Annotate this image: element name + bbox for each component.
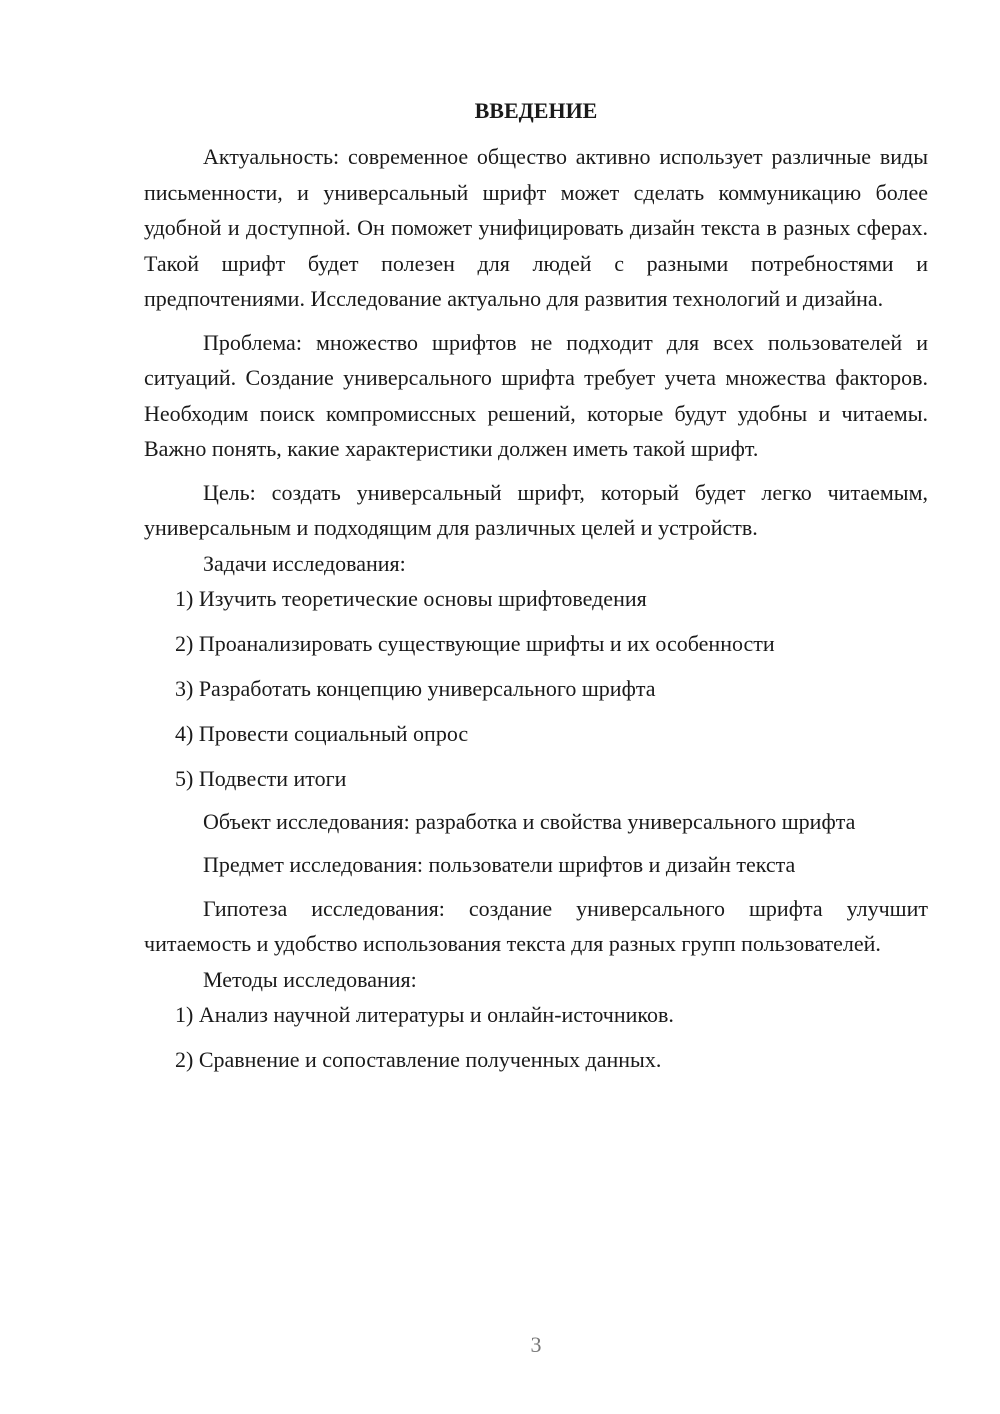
list-item: 2) Проанализировать существующие шрифты и их особенности xyxy=(175,630,775,656)
list-item: 2) Сравнение и сопоставление полученных данных. xyxy=(175,1046,662,1072)
methods-list xyxy=(144,997,928,1077)
list-item: 1) Изучить теоретические основы шрифтоведения xyxy=(175,585,647,611)
goal-paragraph: Цель: создать универсальный шрифт, который будет легко читаемым, универсальным и подходящим для различных целей и устройств. xyxy=(144,479,928,540)
list-item: 1) Анализ научной литературы и онлайн-источников. xyxy=(175,1001,674,1027)
list-item: 5) Подвести итоги xyxy=(175,765,347,791)
object-paragraph: Объект исследования: разработка и свойства универсального шрифта xyxy=(203,808,856,834)
document-page xyxy=(144,96,928,1077)
tasks-list xyxy=(144,581,928,796)
tasks-label: Задачи исследования: xyxy=(203,550,406,576)
methods-label: Методы исследования: xyxy=(203,966,417,992)
list-item: 4) Провести социальный опрос xyxy=(175,720,469,746)
list-item: 3) Разработать концепцию универсального шрифта xyxy=(175,675,656,701)
section-title: ВВЕДЕНИЕ xyxy=(474,98,598,123)
relevance-paragraph: Актуальность: современное общество активно использует различные виды письменности, и универсальный шрифт может сделать коммуникацию более удобной и доступной. Он поможет унифицировать дизайн текста в разных сферах. Такой шрифт будет полезен для людей с разными потребностями и предпочтениями. Исследование актуально для развития технологий и дизайна. xyxy=(144,144,928,311)
page-number: 3 xyxy=(530,1332,542,1357)
subject-paragraph: Предмет исследования: пользователи шрифтов и дизайн текста xyxy=(203,852,796,877)
hypothesis-paragraph: Гипотеза исследования: создание универсального шрифта улучшит читаемость и удобство использования текста для разных групп пользователей. xyxy=(144,895,928,956)
problem-paragraph: Проблема: множество шрифтов не подходит для всех пользователей и ситуаций. Создание универсального шрифта требует учета множества факторов. Необходим поиск компромиссных решений, которые будут удобны и читаемы. Важно понять, какие характеристики должен иметь такой шрифт. xyxy=(144,329,928,461)
